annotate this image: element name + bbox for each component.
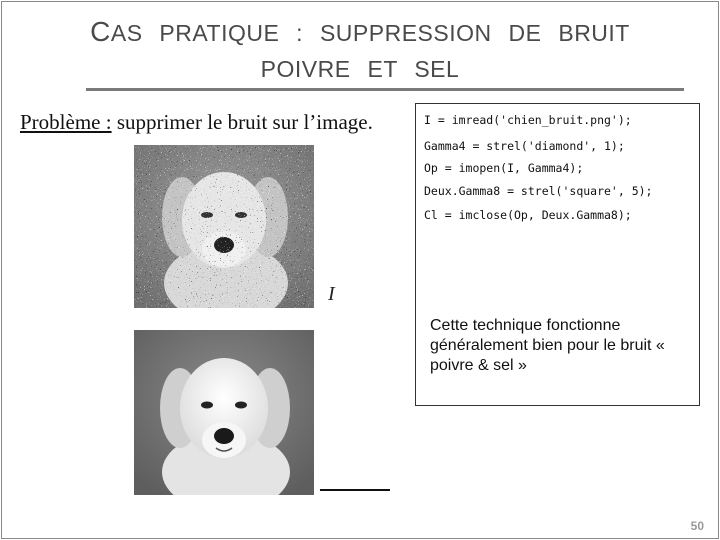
code-line: Deux.Gamma8 = strel('square', 5); — [424, 184, 653, 198]
clean-puppy-image — [134, 330, 314, 495]
problem-text: supprimer le bruit sur l’image. — [111, 110, 373, 134]
code-line: Gamma4 = strel('diamond', 1); — [424, 139, 625, 153]
page-number: 50 — [690, 519, 704, 533]
noisy-puppy-image — [134, 145, 314, 308]
code-box — [415, 103, 700, 406]
problem-statement — [20, 110, 373, 135]
code-line: Cl = imclose(Op, Deux.Gamma8); — [424, 208, 632, 222]
slide-title-line2: POIVRE ET SEL — [260, 56, 460, 82]
image-variable-label: I — [328, 283, 335, 305]
title-line1-text: AS PRATIQUE : SUPPRESSION DE BRUIT — [110, 20, 630, 46]
problem-label: Problème : — [20, 110, 112, 134]
code-line: I = imread('chien_bruit.png'); — [424, 113, 632, 127]
title-underline — [86, 88, 684, 91]
slide-title-line1 — [0, 16, 720, 48]
technique-note: Cette technique fonctionne généralement bien pour le bruit « poivre & sel » — [430, 317, 665, 374]
blank-answer-line — [320, 489, 390, 491]
title-cap-letter: C — [90, 16, 111, 47]
code-line: Op = imopen(I, Gamma4); — [424, 161, 584, 175]
